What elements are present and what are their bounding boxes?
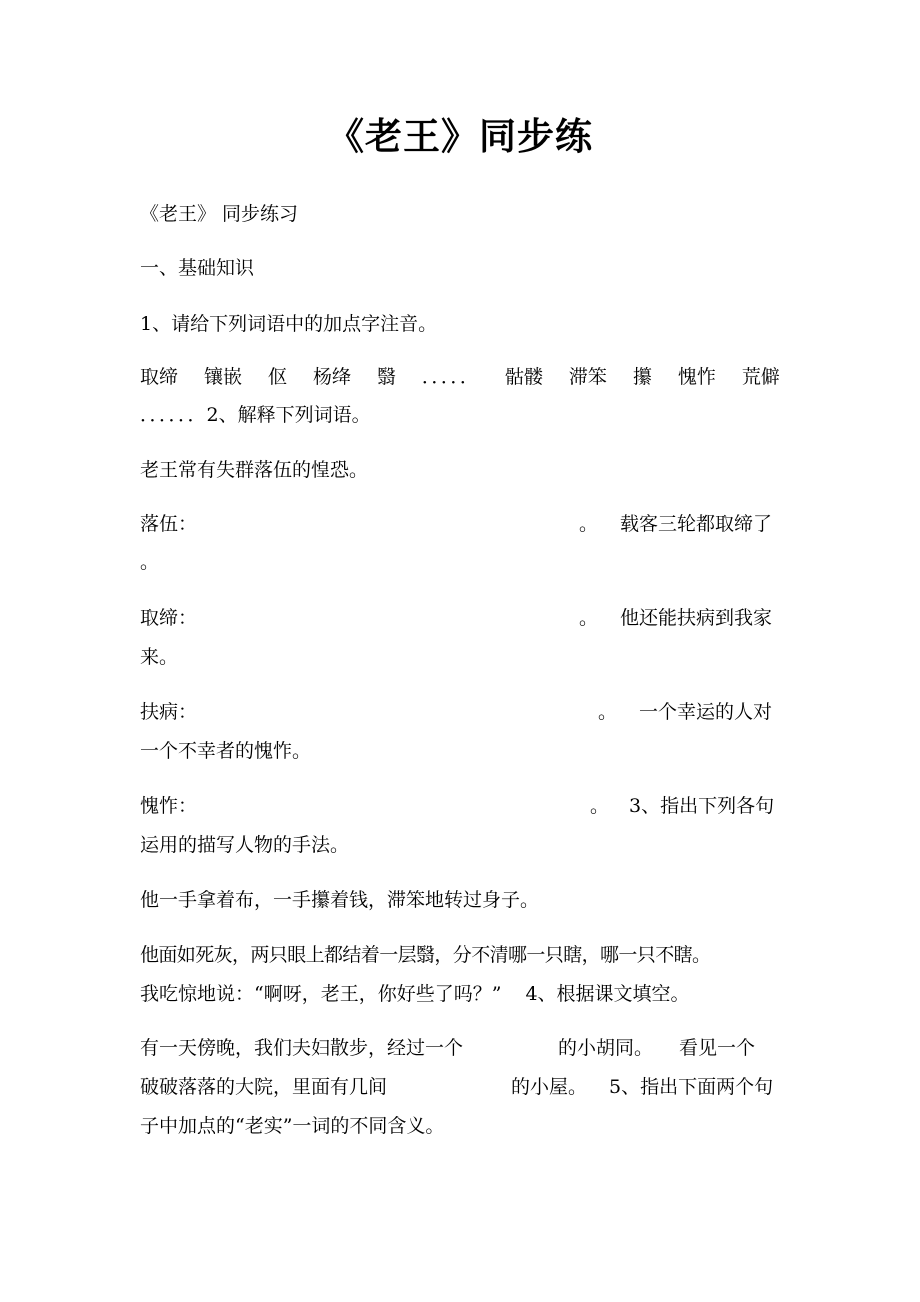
question-3-sentence-1: 他一手拿着布，一手攥着钱，滞笨地转过身子。 <box>140 889 540 911</box>
fill-text: 的小胡同。 <box>558 1037 654 1059</box>
question-1-words <box>140 362 780 392</box>
question-2: 2、解释下列词语。 <box>206 404 371 426</box>
question-5-end: 子中加点的“老实”一词的不同含义。 <box>140 1115 445 1137</box>
term-label: 扶病： <box>140 701 198 723</box>
term-period: 。 <box>579 513 599 535</box>
fill-text: 的小屋。 <box>511 1076 588 1098</box>
sentence-2-start: 载客三轮都取缔了 <box>620 513 773 535</box>
word-item: 伛 <box>267 366 287 388</box>
question-5-start: 5、指出下面两个句 <box>609 1076 774 1098</box>
sentence-1: 老王常有失群落伍的惶恐。 <box>140 459 369 481</box>
fill-blank-line-2 <box>140 1072 780 1102</box>
sentence-3-start: 他还能扶病到我家 <box>620 607 773 629</box>
word-item: 骷髅 <box>504 366 543 388</box>
term-1-line <box>140 509 780 539</box>
word-item: 镶嵌 <box>203 366 242 388</box>
term-label: 取缔： <box>140 607 198 629</box>
question-3-sentence-3-line <box>140 979 780 1009</box>
term-period: 。 <box>579 607 599 629</box>
word-item: 攥 <box>632 366 652 388</box>
word-item: 取缔 <box>140 366 179 388</box>
term-3-line <box>140 697 780 727</box>
emphasis-dots: ．．．．．． <box>140 404 207 426</box>
sentence-4-start: 一个幸运的人对 <box>639 701 773 723</box>
term-2-line <box>140 603 780 633</box>
fill-text: 看见一个 <box>679 1037 756 1059</box>
fill-text: 有一天傍晚，我们夫妇散步，经过一个 <box>140 1037 464 1059</box>
word-item: 愧怍 <box>677 366 716 388</box>
question-3-sentence-3: 我吃惊地说：“啊呀，老王，你好些了吗？” <box>140 983 502 1005</box>
section-heading-basics: 一、基础知识 <box>140 257 255 279</box>
word-item: 杨绛 <box>312 366 351 388</box>
document-title: 《老王》同步练 <box>327 114 593 158</box>
term-period: 。 <box>598 701 618 723</box>
word-item: 滞笨 <box>568 366 607 388</box>
sentence-2-end: 。 <box>140 551 160 573</box>
term-period: 。 <box>590 795 610 817</box>
question-3-sentence-2: 他面如死灰，两只眼上都结着一层翳，分不清哪一只瞎，哪一只不瞎。 <box>140 944 711 966</box>
word-item: 翳 <box>376 366 396 388</box>
question-2-line <box>140 400 780 430</box>
sentence-3-end: 来。 <box>140 646 179 668</box>
fill-blank-line-1 <box>140 1033 780 1063</box>
question-1: 1、请给下列词语中的加点字注音。 <box>140 313 438 335</box>
emphasis-dots: ．．．．． <box>421 366 479 388</box>
word-item: 荒僻 <box>741 366 780 388</box>
question-4: 4、根据课文填空。 <box>525 983 690 1005</box>
term-4-line <box>140 791 780 821</box>
sentence-4-end: 一个不幸者的愧怍。 <box>140 740 312 762</box>
fill-text: 破破落落的大院，里面有几间 <box>140 1076 388 1098</box>
term-label: 愧怍： <box>140 795 198 817</box>
term-label: 落伍： <box>140 513 198 535</box>
subtitle: 《老王》 同步练习 <box>140 203 299 225</box>
question-3-start: 3、指出下列各句 <box>629 795 775 817</box>
question-3-end: 运用的描写人物的手法。 <box>140 834 350 856</box>
